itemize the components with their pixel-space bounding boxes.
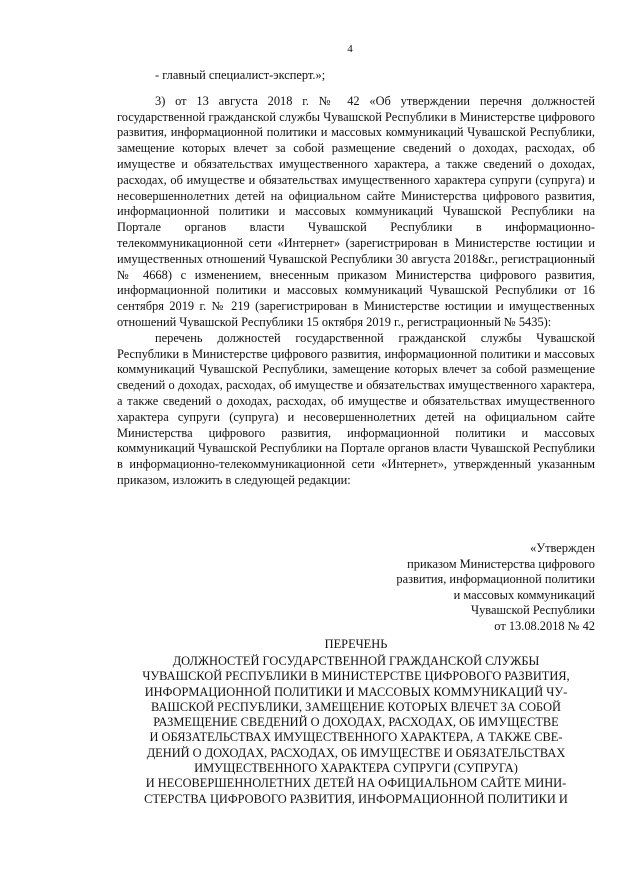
heading-line: ДЕНИЙ О ДОХОДАХ, РАСХОДАХ, ОБ ИМУЩЕСТВЕ И ОБЯЗАТЕЛЬСТВАХ <box>146 745 566 760</box>
heading-line: РАЗМЕЩЕНИЕ СВЕДЕНИЙ О ДОХОДАХ, РАСХОДАХ, ОБ ИМУЩЕСТВЕ <box>153 715 559 730</box>
heading-line: СТЕРСТВА ЦИФРОВОГО РАЗВИТИЯ, ИНФОРМАЦИОННОЙ ПОЛИТИКИ И <box>144 791 568 806</box>
approval-line: Чувашской Республики <box>471 603 595 618</box>
approval-line: от 13.08.2018 № 42 <box>494 618 595 633</box>
approval-stamp-block <box>345 541 595 635</box>
heading-line: ИМУЩЕСТВЕННОГО ХАРАКТЕРА СУПРУГИ (СУПРУГА) <box>194 761 518 776</box>
page-number: 4 <box>347 43 353 55</box>
approval-line: «Утвержден <box>530 541 595 555</box>
heading-line: И ОБЯЗАТЕЛЬСТВАХ ИМУЩЕСТВЕННОГО ХАРАКТЕРА, А ТАКЖЕ СВЕ- <box>149 730 563 745</box>
approval-line: и массовых коммуникаций <box>453 587 595 602</box>
heading-line: ЧУВАШСКОЙ РЕСПУБЛИКИ В МИНИСТЕРСТВЕ ЦИФРОВОГО РАЗВИТИЯ, <box>142 669 570 684</box>
order-item-3: 3) от 13 августа 2018 г. № 42 «Об утверждении перечня должностей государственной гражданской службы Чувашской Республики в Министерстве цифрового развития, информационной политики и массовых коммуникаций Чувашской Республики, замещение которых влечет за собой размещение сведений о доходах, расходах, об имуществе и обязательствах имущественного характера, а также сведений о доходах, расходах, об имуществе и обязательствах имущественного характера супруги (супруга) и несовершеннолетних детей на официальном сайте Министерства цифрового развития, информационной политики и массовых коммуникаций Чувашской Республики на Портале органов власти Чувашской Республики в информационно-телекоммуникационной сети «Интернет» (зарегистрирован в Министерстве юстиции и имущественных отношений Чувашской Республики 30 августа 2018&г., регистрационный № 4668) с изменением, внесенным приказом Министерства цифрового развития, информационной политики и массовых коммуникаций Чувашской Республики от 16 сентября 2019 г. № 219 (зарегистрирован в Министерстве юстиции и имущественных отношений Чувашской Республики 15 октября 2019 г., регистрационный № 5435): <box>117 93 595 329</box>
list-item-ending: - главный специалист-эксперт.»; <box>155 68 326 82</box>
heading-line: ВАШСКОЙ РЕСПУБЛИКИ, ЗАМЕЩЕНИЕ КОТОРЫХ ВЛЕЧЕТ ЗА СОБОЙ <box>151 699 561 714</box>
approval-line: развития, информационной политики <box>396 572 595 587</box>
document-body <box>117 68 595 489</box>
amendment-paragraph: перечень должностей государственной гражданской службы Чувашской Республики в Министерстве цифрового развития, информационной политики и массовых коммуникаций Чувашской Республики, замещение которых влечет за собой размещение сведений о доходах, расходах, об имуществе и обязательствах имущественного характера, а также сведений о доходах, расходах, об имуществе и обязательствах имущественного характера супруги (супруга) и несовершеннолетних детей на официальном сайте Министерства цифрового развития, информационной политики и массовых коммуникаций Чувашской Республики на Портале органов власти Чувашской Республики в информационно-телекоммуникационной сети «Интернет», утвержденный указанным приказом, изложить в следующей редакции: <box>117 330 595 487</box>
list-title: ПЕРЕЧЕНЬ <box>324 637 388 651</box>
heading-line: И НЕСОВЕРШЕННОЛЕТНИХ ДЕТЕЙ НА ОФИЦИАЛЬНОМ САЙТЕ МИНИ- <box>145 776 567 791</box>
heading-line: ДОЛЖНОСТЕЙ ГОСУДАРСТВЕННОЙ ГРАЖДАНСКОЙ СЛУЖБЫ <box>172 654 540 668</box>
approval-line: приказом Министерства цифрового <box>407 556 595 571</box>
list-heading <box>117 654 595 807</box>
heading-line: ИНФОРМАЦИОННОЙ ПОЛИТИКИ И МАССОВЫХ КОММУНИКАЦИЙ ЧУ- <box>144 684 568 699</box>
